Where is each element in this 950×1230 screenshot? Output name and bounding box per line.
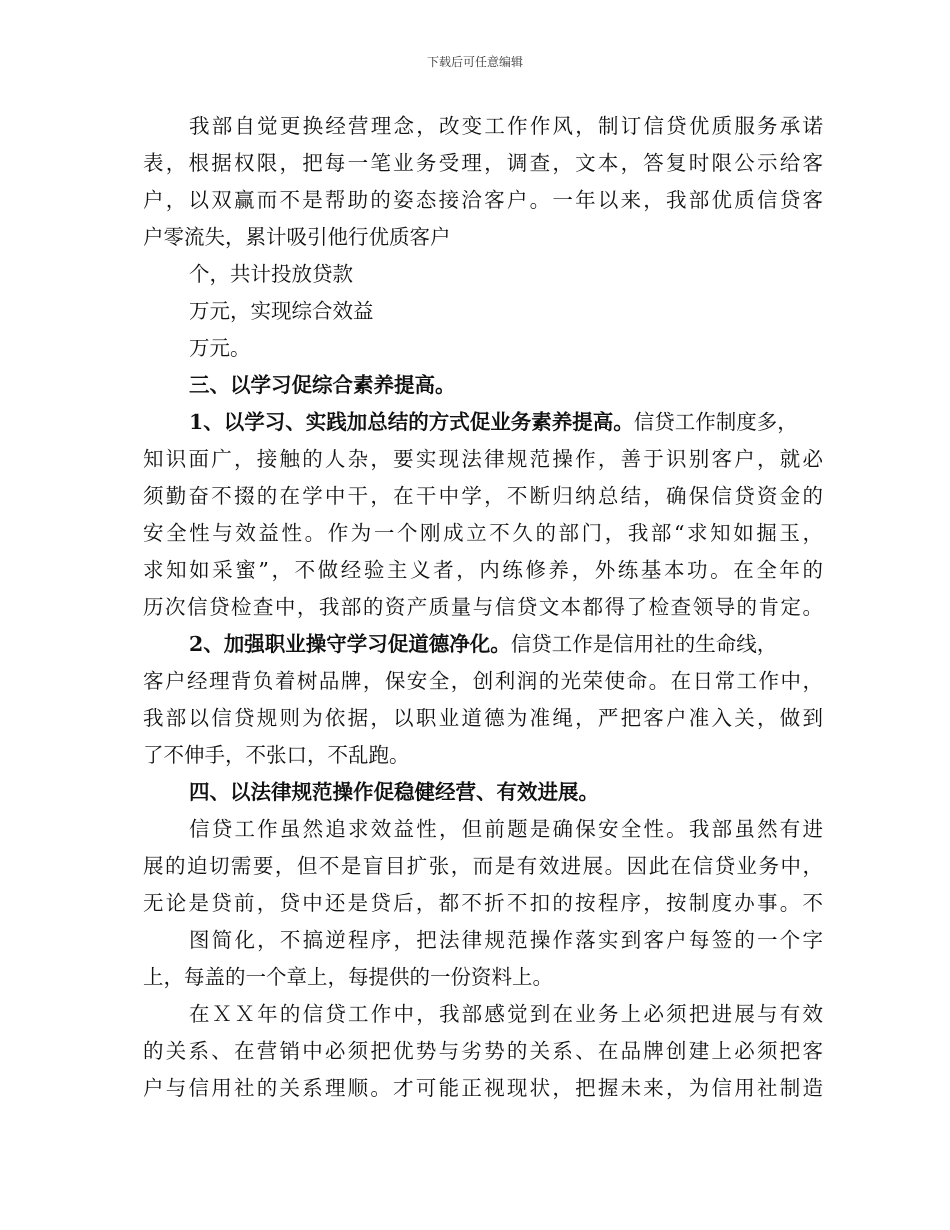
paragraph-line: 展的迫切需要，但不是盲目扩张，而是有效进展。因此在信贷业务中， [143, 854, 823, 878]
paragraph-line: 知识面广，接触的人杂，要实现法律规范操作，善于识别客户，就必 [143, 447, 823, 471]
paragraph-line: 图简化，不搞逆程序，把法律规范操作落实到客户每签的一个字 [189, 928, 823, 952]
subsection-heading: 2、加强职业操守学习促道德净化。 [189, 632, 511, 656]
paragraph-line: 须勤奋不掇的在学中干，在干中学，不断归纳总结，确保信贷资金的 [143, 484, 823, 508]
paragraph-line [143, 626, 823, 663]
paragraph-line: 在ＸＸ年的信贷工作中，我部感觉到在业务上必须把进展与有效 [189, 1002, 823, 1026]
paragraph-line: 无论是贷前，贷中还是贷后，都不折不扣的按程序，按制度办事。不 [143, 891, 823, 915]
document-body [143, 108, 823, 1107]
paragraph-line: 户零流失，累计吸引他行优质客户 [143, 225, 451, 249]
section-heading: 三、以学习促综合素养提高。 [189, 373, 456, 397]
paragraph-line: 户与信用社的关系理顺。才可能正视现状，把握未来，为信用社制造 [143, 1076, 823, 1100]
paragraph-line [143, 404, 823, 441]
paragraph-line: 的关系、在营销中必须把优势与劣势的关系、在品牌创建上必须把客 [143, 1039, 823, 1063]
paragraph-line: 信贷工作虽然追求效益性，但前题是确保安全性。我部虽然有进 [189, 817, 823, 841]
paragraph-line: 历次信贷检查中，我部的资产质量与信贷文本都得了检查领导的肯定。 [143, 595, 823, 619]
paragraph-line: 表，根据权限，把每一笔业务受理，调查，文本，答复时限公示给客 [143, 151, 823, 175]
paragraph-line: 我部以信贷规则为依据，以职业道德为准绳，严把客户准入关，做到 [143, 706, 823, 730]
paragraph-line: 万元，实现综合效益 [189, 299, 374, 323]
section-heading: 四、以法律规范操作促稳健经营、有效进展。 [189, 780, 599, 804]
paragraph-line: 万元。 [189, 336, 251, 360]
paragraph-line: 我部自觉更换经营理念，改变工作作风，制订信贷优质服务承诺 [189, 114, 823, 138]
paragraph-line: 求知如采蜜”，不做经验主义者，内练修养，外练基本功。在全年的 [143, 558, 823, 582]
paragraph-text: 信贷工作制度多， [633, 410, 798, 434]
paragraph-line: 客户经理背负着树品牌，保安全，创利润的光荣使命。在日常工作中， [143, 669, 823, 693]
page-header: 下载后可任意编辑 [426, 55, 523, 69]
paragraph-line: 个，共计投放贷款 [189, 262, 353, 286]
subsection-heading: 1、以学习、实践加总结的方式促业务素养提高。 [189, 410, 634, 434]
paragraph-text: 信贷工作是信用社的生命线， [510, 632, 778, 656]
paragraph-line: 安全性与效益性。作为一个刚成立不久的部门，我部“求知如掘玉， [143, 521, 823, 545]
paragraph-line: 户，以双赢而不是帮助的姿态接洽客户。一年以来，我部优质信贷客 [143, 188, 823, 212]
paragraph-line: 上，每盖的一个章上，每提供的一份资料上。 [143, 965, 553, 989]
paragraph-line: 了不伸手，不张口，不乱跑。 [143, 743, 410, 767]
